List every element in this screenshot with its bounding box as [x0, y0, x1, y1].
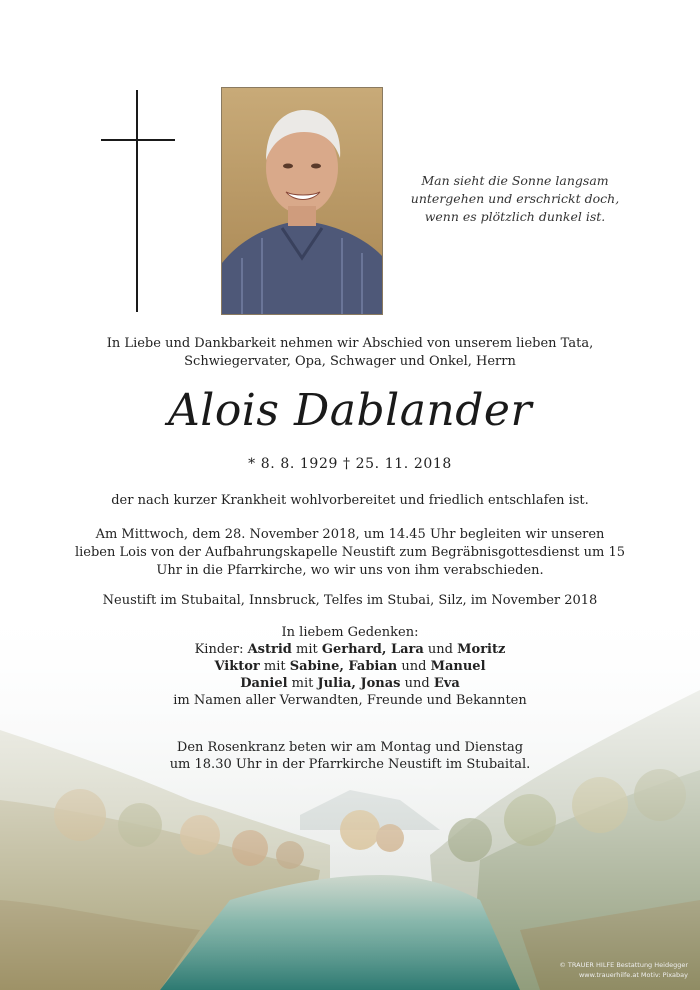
- quote-verse: [390, 172, 640, 226]
- mourners-line: Viktor mit Sabine, Fabian und Manuel: [214, 659, 486, 674]
- credit-footer: [559, 960, 688, 980]
- quote-line: untergehen und erschrickt doch,: [410, 191, 620, 206]
- credit-line: © TRAUER HILFE Bestattung Heidegger: [559, 961, 688, 969]
- funeral-line: lieben Lois von der Aufbahrungskapelle Neustift zum Begräbnisgottesdienst um 15: [74, 545, 626, 560]
- mourners-line: Daniel mit Julia, Jonas und Eva: [240, 676, 460, 691]
- mourners-line: Kinder: Astrid mit Gerhard, Lara und Moritz: [194, 642, 506, 657]
- life-dates: * 8. 8. 1929 † 25. 11. 2018: [248, 456, 452, 472]
- cross-icon-horizontal: [101, 139, 175, 141]
- portrait-photo: [221, 87, 383, 315]
- mourners-line: im Namen aller Verwandten, Freunde und Bekannten: [173, 693, 527, 708]
- rosary-text: [0, 739, 700, 773]
- cross-icon-vertical: [136, 90, 138, 312]
- rosary-line: um 18.30 Uhr in der Pfarrkirche Neustift im Stubaital.: [169, 757, 531, 772]
- mourners-block: [0, 624, 700, 709]
- credit-line: www.trauerhilfe.at Motiv: Pixabay: [578, 971, 688, 979]
- intro-line: Schwiegervater, Opa, Schwager und Onkel, Herrn: [184, 354, 516, 369]
- places-text: Neustift im Stubaital, Innsbruck, Telfes im Stubai, Silz, im November 2018: [102, 593, 598, 608]
- passing-text: der nach kurzer Krankheit wohlvorbereitet und friedlich entschlafen ist.: [111, 493, 589, 508]
- funeral-text: [0, 526, 700, 580]
- intro-line: In Liebe und Dankbarkeit nehmen wir Abschied von unserem lieben Tata,: [106, 336, 594, 351]
- intro-text: [0, 335, 700, 371]
- rosary-line: Den Rosenkranz beten wir am Montag und Dienstag: [176, 740, 524, 755]
- quote-line: wenn es plötzlich dunkel ist.: [424, 209, 606, 224]
- mourners-heading: In liebem Gedenken:: [281, 625, 419, 640]
- quote-line: Man sieht die Sonne langsam: [421, 173, 609, 188]
- funeral-line: Am Mittwoch, dem 28. November 2018, um 14.45 Uhr begleiten wir unseren: [95, 527, 605, 542]
- funeral-line: Uhr in die Pfarrkirche, wo wir uns von ihm verabschieden.: [156, 563, 544, 578]
- deceased-name: Alois Dablander: [167, 385, 533, 436]
